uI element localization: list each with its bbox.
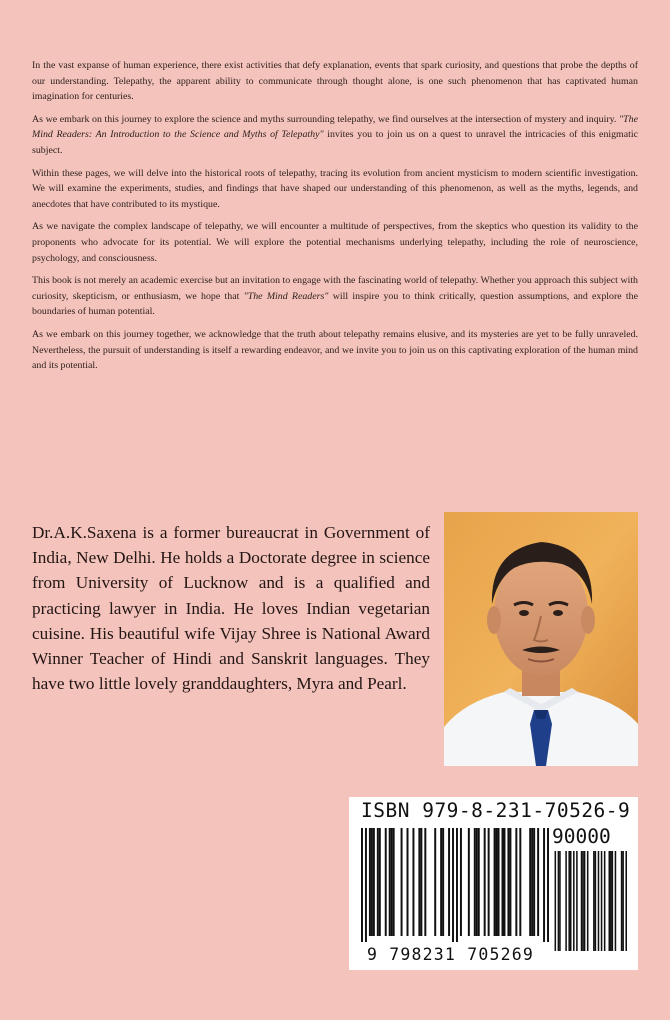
author-photo bbox=[444, 512, 638, 766]
barcode-bar bbox=[468, 828, 470, 936]
barcode-bar bbox=[502, 828, 504, 936]
addon-bar bbox=[568, 851, 570, 951]
barcode-bar bbox=[507, 828, 509, 936]
barcode-bar bbox=[401, 828, 403, 936]
blurb-paragraph-3: Within these pages, we will delve into the historical roots of telepathy, tracing its evolution from ancient mysticism to modern scientific investigation. We will examine the experiments, studies, and findings that have shaped our understanding of this phenomenon, as well as the myths, legends, and anecdotes that have contributed to its mystique. bbox=[32, 167, 638, 210]
addon-bar bbox=[610, 851, 612, 951]
barcode-bar bbox=[407, 828, 409, 936]
barcode-bar bbox=[531, 828, 533, 936]
barcode-bar bbox=[369, 828, 371, 936]
barcode-bar bbox=[373, 828, 375, 936]
addon-bar bbox=[558, 851, 560, 951]
blurb-paragraph-2 bbox=[32, 112, 638, 159]
barcode-bar bbox=[389, 828, 391, 936]
blurb-paragraph-4: As we navigate the complex landscape of telepathy, we will encounter a multitude of perspectives, from the skeptics who question its validity to the proponents who advocate for its potential. We will explore the potential mechanisms underlying telepathy, including the role of neuroscience, psychology, and consciousness. bbox=[32, 221, 638, 264]
barcode-bar bbox=[365, 828, 367, 942]
barcode-bar bbox=[515, 828, 517, 936]
addon-bar bbox=[595, 851, 597, 951]
barcode-digits: 9 798231 705269 bbox=[367, 945, 535, 964]
barcode-bar bbox=[393, 828, 395, 936]
barcode-bar bbox=[418, 828, 420, 936]
barcode-bar bbox=[448, 828, 450, 936]
barcode-bar bbox=[385, 828, 387, 936]
addon-bar bbox=[621, 851, 623, 951]
addon-bar bbox=[604, 851, 606, 951]
barcode-bar bbox=[456, 828, 458, 942]
addon-bar bbox=[622, 851, 624, 951]
addon-bar bbox=[559, 851, 561, 951]
addon-bar bbox=[601, 851, 603, 951]
author-portrait-graphic bbox=[444, 512, 638, 766]
barcode-bar bbox=[476, 828, 478, 936]
barcode-bar bbox=[452, 828, 454, 942]
addon-bar bbox=[573, 851, 575, 951]
barcode-bar bbox=[533, 828, 535, 936]
barcode-bar bbox=[509, 828, 511, 936]
left-eye bbox=[519, 610, 529, 616]
author-bio: Dr.A.K.Saxena is a former bureaucrat in Government of India, New Delhi. He holds a Doctorate degree in science from University of Lucknow and is a qualified and practicing lawyer in India. He loves Indian vegetarian cuisine. His beautiful wife Vijay Shree is National Award Winner Teacher of Hindi and Sanskrit languages. They have two little lovely granddaughters, Myra and Pearl. bbox=[32, 523, 430, 694]
barcode-bar bbox=[391, 828, 393, 936]
barcode-bar bbox=[460, 828, 462, 936]
addon-bar bbox=[625, 851, 627, 951]
addon-bar bbox=[598, 851, 600, 951]
barcode-bar bbox=[434, 828, 436, 936]
blurb-paragraph-5 bbox=[32, 273, 638, 320]
addon-bar bbox=[582, 851, 584, 951]
barcode-bar bbox=[494, 828, 496, 936]
right-eye bbox=[553, 610, 563, 616]
ean13-barcode-bars bbox=[361, 828, 549, 942]
barcode-bar bbox=[420, 828, 422, 936]
addon-bar bbox=[555, 851, 557, 951]
barcode-bar bbox=[529, 828, 531, 936]
price-addon-barcode-bars bbox=[553, 851, 627, 951]
barcode-bar bbox=[484, 828, 486, 936]
barcode-bar bbox=[478, 828, 480, 936]
barcode-bar bbox=[496, 828, 498, 936]
addon-bar bbox=[570, 851, 572, 951]
barcode-bar bbox=[442, 828, 444, 936]
barcode-bar bbox=[371, 828, 373, 936]
blurb-paragraph-6: As we embark on this journey together, we acknowledge that the truth about telepathy remains elusive, and its mysteries are yet to be fully unraveled. Nevertheless, the pursuit of understanding is itself a rewarding endeavor, and we invite you to join us on this captivating exploration of the human mind and its potential. bbox=[32, 328, 638, 372]
barcode-bar bbox=[424, 828, 426, 936]
barcode-bar bbox=[361, 828, 363, 942]
barcode-bar bbox=[503, 828, 505, 936]
isbn-label: ISBN 979-8-231-70526-9 bbox=[361, 799, 631, 822]
barcode-bar bbox=[474, 828, 476, 936]
addon-bar bbox=[581, 851, 583, 951]
addon-bar bbox=[609, 851, 611, 951]
addon-bar bbox=[565, 851, 567, 951]
isbn-barcode bbox=[349, 797, 638, 970]
addon-bar bbox=[593, 851, 595, 951]
addon-bar bbox=[587, 851, 589, 951]
left-ear bbox=[487, 606, 501, 634]
blurb-p2-text-before: As we embark on this journey to explore the science and myths surrounding telepathy, we find ourselves at the intersection of mystery and inquiry. bbox=[32, 113, 620, 125]
barcode-bar bbox=[543, 828, 545, 942]
barcode-bar bbox=[537, 828, 539, 936]
barcode-bar bbox=[412, 828, 414, 936]
barcode-bar bbox=[519, 828, 521, 936]
price-code: 90000 bbox=[552, 825, 611, 848]
book-full-title: "The Mind Readers: An Introduction to the Science and Myths of Telepathy" bbox=[32, 113, 638, 141]
barcode-bar bbox=[377, 828, 379, 936]
barcode-bar bbox=[488, 828, 490, 936]
back-cover-blurb bbox=[32, 58, 638, 381]
barcode-bar bbox=[547, 828, 549, 942]
addon-bar bbox=[584, 851, 586, 951]
blurb-p2-text-after: invites you to join us on a quest to unravel the intricacies of this enigmatic subject. bbox=[32, 129, 638, 156]
blurb-p5-text-after: will inspire you to think critically, question assumptions, and explore the boundaries of human potential. bbox=[32, 290, 638, 318]
right-ear bbox=[581, 606, 595, 634]
addon-bar bbox=[612, 851, 614, 951]
addon-bar bbox=[576, 851, 578, 951]
barcode-bar bbox=[498, 828, 500, 936]
barcode-bar bbox=[440, 828, 442, 936]
barcode-bar bbox=[379, 828, 381, 936]
book-short-title: "The Mind Readers" bbox=[243, 290, 329, 302]
blurb-paragraph-1: In the vast expanse of human experience, there exist activities that defy explanation, events that spark curiosity, and questions that probe the depths of our understanding. Telepathy, the apparent ability to communicate through thought alone, is one such phenomenon that has captivated human imagination for centuries. bbox=[32, 60, 638, 103]
addon-bar bbox=[615, 851, 617, 951]
blurb-p5-text-before: This book is not merely an academic exercise but an invitation to engage with the fascinating world of telepathy. Whether you approach this subject with curiosity, skepticism, or enthusiasm, we hope that bbox=[32, 275, 638, 302]
